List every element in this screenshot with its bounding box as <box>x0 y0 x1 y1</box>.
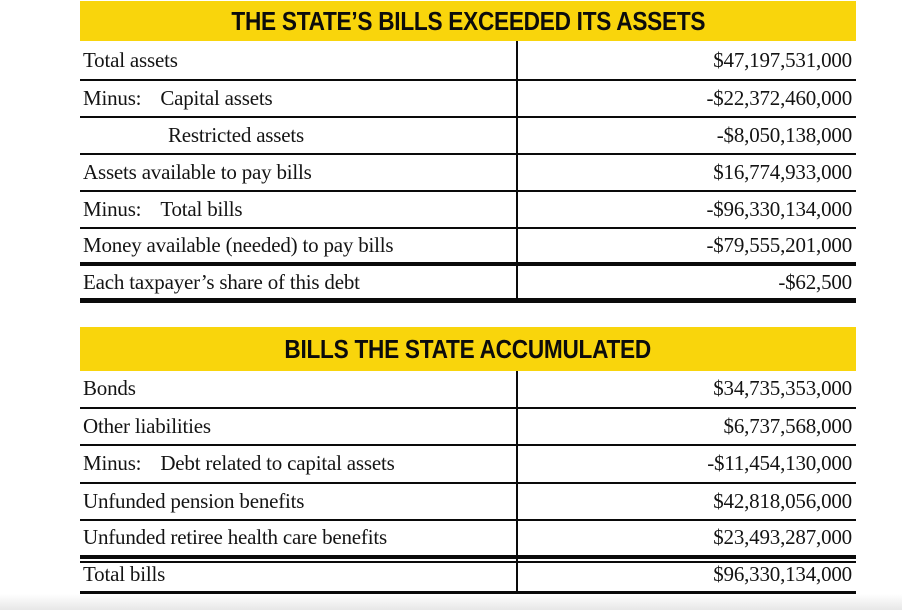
row-label-cell <box>80 559 518 592</box>
table-row <box>80 118 856 155</box>
table-row <box>80 446 856 484</box>
table-row <box>80 155 856 192</box>
row-label: Total assets <box>83 47 178 72</box>
row-value: $23,493,287,000 <box>713 525 852 550</box>
row-label: Restricted assets <box>168 123 304 147</box>
row-label-cell <box>80 118 518 153</box>
row-label: Unfunded pension benefits <box>83 488 305 513</box>
table-row <box>80 521 856 559</box>
row-label: Assets available to pay bills <box>83 160 312 184</box>
row-value: -$62,500 <box>778 269 852 294</box>
row-value: $42,818,056,000 <box>713 488 852 513</box>
row-label: Unfunded retiree health care benefits <box>83 525 387 550</box>
row-label-cell <box>80 155 518 190</box>
row-value: $34,735,353,000 <box>713 376 852 401</box>
assets-vs-bills-table <box>80 1 856 303</box>
table-row <box>80 81 856 118</box>
row-label: Bonds <box>83 376 136 401</box>
assets-table-title: THE STATE’S BILLS EXCEEDED ITS ASSETS <box>231 5 705 36</box>
table-row <box>80 484 856 522</box>
row-label-cell <box>80 192 518 227</box>
row-prefix: Minus: <box>83 86 142 110</box>
row-value: -$8,050,138,000 <box>716 123 852 147</box>
page-edge-shade <box>0 594 902 610</box>
row-label: Each taxpayer’s share of this debt <box>83 269 360 294</box>
row-label: Capital assets <box>160 86 273 110</box>
row-label: Total bills <box>160 197 243 221</box>
bills-table-title: BILLS THE STATE ACCUMULATED <box>284 333 652 364</box>
table-row <box>80 266 856 303</box>
table-row <box>80 41 856 81</box>
row-label-cell <box>80 446 518 482</box>
row-label-cell <box>80 266 518 298</box>
row-label: Debt related to capital assets <box>160 451 395 476</box>
table-row <box>80 559 856 597</box>
table-row <box>80 409 856 447</box>
row-value: -$96,330,134,000 <box>706 197 852 221</box>
row-value: -$11,454,130,000 <box>707 451 852 476</box>
bills-table-body <box>80 371 856 596</box>
row-label: Money available (needed) to pay bills <box>83 233 394 257</box>
row-value: $47,197,531,000 <box>713 47 852 72</box>
row-label: Total bills <box>83 562 166 587</box>
table-row <box>80 192 856 229</box>
row-value: -$22,372,460,000 <box>706 86 852 110</box>
row-value: $16,774,933,000 <box>713 160 852 184</box>
row-prefix: Minus: <box>83 451 142 476</box>
row-label-cell <box>80 484 518 520</box>
table-row <box>80 371 856 409</box>
assets-table-body <box>80 41 856 303</box>
row-label-cell <box>80 371 518 407</box>
row-value: $96,330,134,000 <box>713 562 852 587</box>
row-label: Other liabilities <box>83 413 211 438</box>
row-value: -$79,555,201,000 <box>706 233 852 257</box>
row-label-cell <box>80 409 518 445</box>
table-row <box>80 229 856 266</box>
accumulated-bills-table <box>80 327 856 596</box>
row-label-cell <box>80 41 518 79</box>
row-label-cell <box>80 229 518 262</box>
row-label-cell <box>80 521 518 555</box>
bills-table-header <box>80 327 856 371</box>
row-prefix: Minus: <box>83 197 142 221</box>
row-label-cell <box>80 81 518 116</box>
assets-table-header <box>80 1 856 41</box>
row-value: $6,737,568,000 <box>723 413 852 438</box>
